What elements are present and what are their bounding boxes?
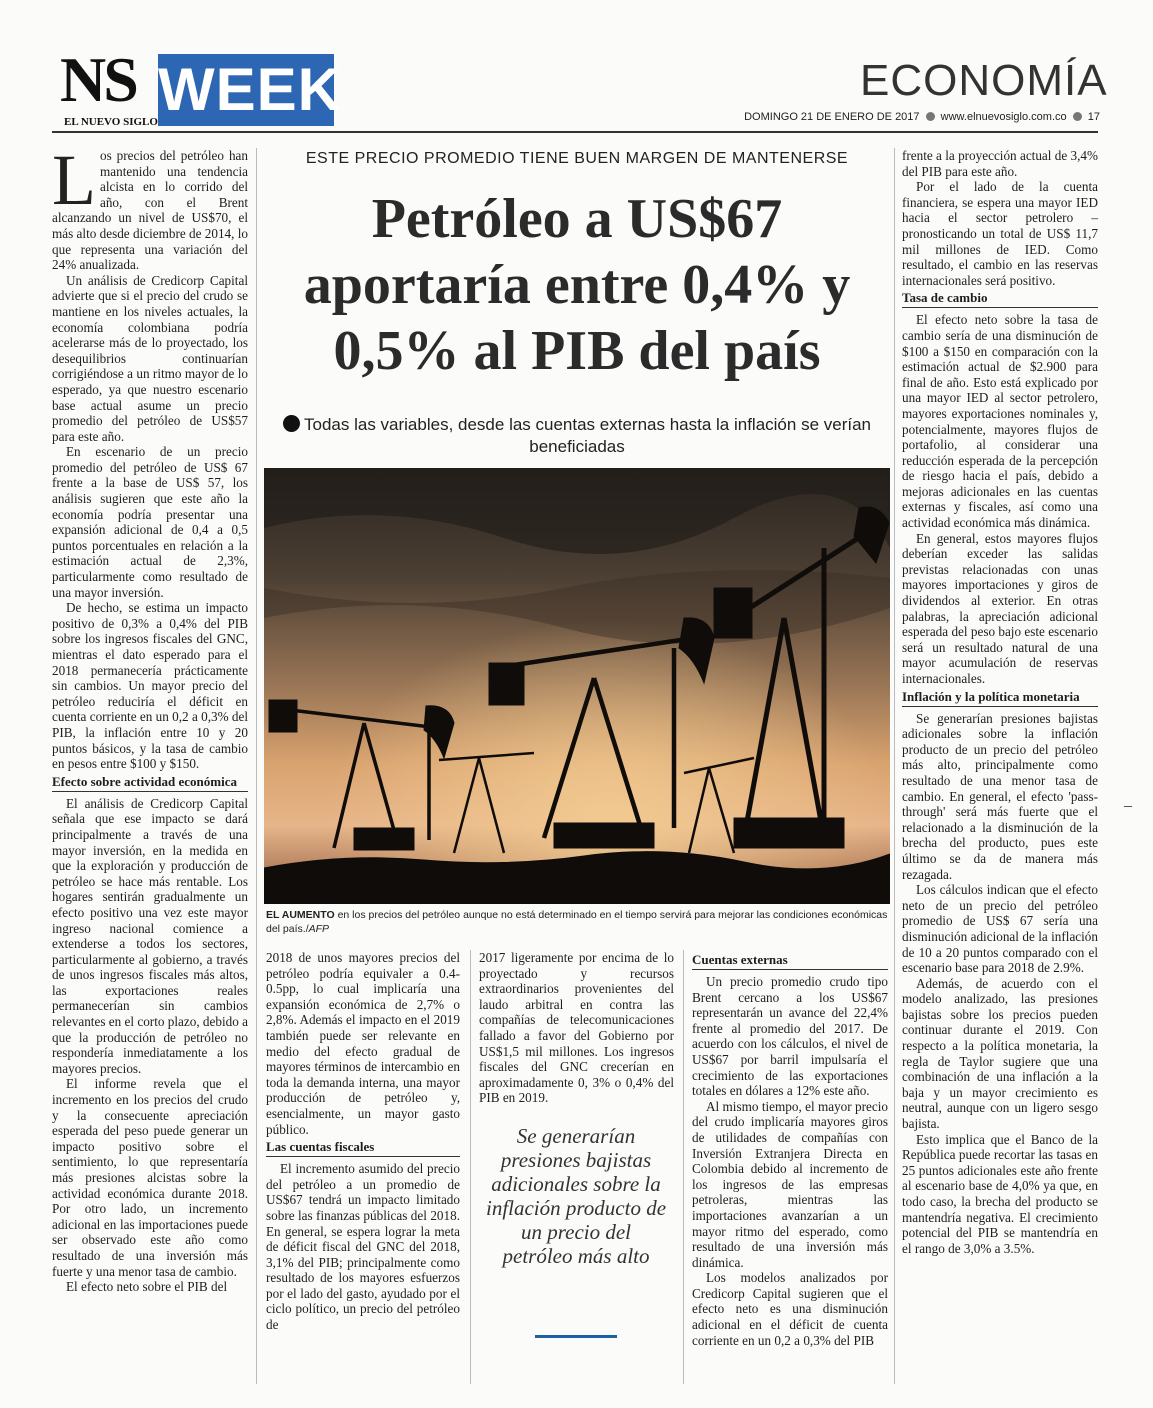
paragraph: Se generarían presiones bajistas adicionales sobre la inflación producto de un precio del petróleo más alto, principalmente como resultado de una menor tasa de cambio. En general, el efecto 'pass-through' será más fuerte que el relacionado a la disminución de la brecha del producto, pues este último se da de manera más rezagada. [902,710,1098,882]
bullet-dot-icon [926,112,935,121]
column-3 [479,950,674,1106]
column-5 [902,148,1098,1256]
website-link[interactable]: www.elnuevosiglo.com.co [940,111,1067,123]
paragraph: Esto implica que el Banco de la República puede recortar las tasas en 25 puntos adicionales este año frente al escenario base de 4,0% ya que, en todo caso, la brecha del producto se mantendría negativa. El crecimiento potencial del PIB se mantendría en el rango de 3,0% a 3.5%. [902,1131,1098,1256]
paragraph: Un análisis de Credicorp Capital advierte que si el precio del crudo se mantiene en los niveles actuales, la economía colombiana podría acelerarse más de lo proyectado, los desequilibrios continuarían corrigiéndose a un ritmo mayor de lo esperado, ya que nuestro escenario base actual asume un precio promedio del petróleo de US$57 para este año. [52,272,248,444]
pull-quote: Se generarían presiones bajistas adicionales sobre la inflación producto de un precio del petróleo más alto [485,1124,667,1268]
caption-body: en los precios del petróleo aunque no está determinado en el tiempo servirá para mejorar las condiciones económicas del país./ [266,909,888,935]
paragraph: En escenario de un precio promedio del petróleo de US$ 67 frente a la base de US$ 57, los análisis sugieren que este año la economía podría presentar una expansión adicional de 0,4 a 0,5 puntos porcentuales en relación a la estimación actual de 2,3%, particularmente como resultado de una mayor inversión. [52,444,248,600]
paragraph: El efecto neto sobre la tasa de cambio sería de una disminución de $100 a $150 en comparación con la estimación actual de $2.900 para final de año. Esto está explicado por una mayor IED al sector petrolero, mayores exportaciones nominales y, potencialmente, mayores flujos de portafolio, al considerar una reducción esperada de la percepción de riesgo hacia el país, debido a mejoras adicionales en las cuentas externas y fiscales, así como una actividad económica más dinámica. [902,312,1098,531]
drop-cap: L [52,140,96,220]
subheading: Las cuentas fiscales [266,1139,460,1157]
deck [262,414,892,458]
issue-date: DOMINGO 21 DE ENERO DE 2017 [744,111,920,123]
caption-credit: AFP [308,923,330,935]
paragraph: El informe revela que el incremento en los precios del crudo y la consecuente apreciación esperada del peso puede generar un impacto positivo sobre el sentimiento, lo que representaría más presiones alcistas sobre la actividad económica durante 2018. Por otro lado, un incremento adicional en las importaciones puede ser observado este año como resultado de una inversión más fuerte y una menor tasa de cambio. [52,1076,248,1279]
column-divider [470,950,471,1384]
subheading: Efecto sobre actividad económica [52,774,248,792]
column-divider [894,148,895,1384]
bullet-icon [283,415,300,432]
deck-text: Todas las variables, desde las cuentas externas hasta la inflación se verían beneficiadas [304,415,871,456]
column-1 [52,140,248,1295]
kicker: ESTE PRECIO PROMEDIO TIENE BUEN MARGEN DE MANTENERSE [305,150,849,167]
paragraph: 2018 de unos mayores precios del petróleo podría equivaler a 0.4-0.5pp, lo cual implicaría una expansión económica de 2,7% o 2,8%. Además el impacto en el 2019 también puede ser relevante en medio del efecto gradual de mayores términos de intercambio en toda la demanda interna, una mayor producción de petróleo y, esencialmente, un mayor gasto público. [266,950,460,1137]
photo-caption [266,908,888,936]
column-2 [266,950,460,1333]
logo-ns-letters: NS [60,44,136,115]
paragraph: El análisis de Credicorp Capital señala que ese impacto se dará principalmente a través de una mayor inversión, en la medida en que la exploración y producción de petróleo se hace más rentable. Los hogares sentirán gradualmente un efecto positivo una vez este mayor ingreso nacional comience a extenderse a todos los sectores, particularmente al gobierno, a través de unos ingresos fiscales más altos, las exportaciones reales permanecerían sin cambios relevantes en el corto plazo, debido a que la producción de petróleo no respondería inmediatamente a los mayores precios. [52,795,248,1076]
week-badge: WEEK [158,54,334,126]
page-number: 17 [1087,111,1100,123]
paragraph: frente a la proyección actual de 3,4% del PIB para este año. [902,148,1098,179]
caption-lead: EL AUMENTO [266,909,335,921]
subheading: Tasa de cambio [902,290,1098,308]
column-4 [692,950,888,1348]
column-divider [256,148,257,1384]
paragraph: Los modelos analizados por Credicorp Capital sugieren que el efecto neto es una disminución adicional en el déficit de cuenta corriente en un 0,2 a 0,3% del PIB [692,1270,888,1348]
paragraph: Los cálculos indican que el efecto neto de un precio del petróleo promedio de US$ 67 sería una disminución adicional de la inflación de 10 a 20 puntos comparado con el escenario base para 2018 de 2.9%. [902,882,1098,976]
bullet-dot-icon [1073,112,1082,121]
paragraph: Por el lado de la cuenta financiera, se espera una mayor IED hacia el sector petrolero – pronosticando un total de US$ 11,7 mil millones de IED. Como resultado, el cambio en las reservas internacionales será positivo. [902,179,1098,288]
dateline [700,110,1100,124]
paragraph: Los precios del petróleo han mantenido una tendencia alcista en lo corrido del año, con el Brent alcanzando un nivel de US$70, el más alto desde diciembre de 2014, lo que representa una variación del 24% anualizada. [52,140,248,273]
paragraph: 2017 ligeramente por encima de lo proyectado y recursos extraordinarios provenientes del laudo arbitral en contra las compañías de telecomunicaciones fallado a favor del Gobierno por US$1,5 mil millones. Los ingresos fiscales del GNC crecerían en aproximadamente 0, 3% o 0,4% del PIB en 2019. [479,950,674,1106]
paragraph: Al mismo tiempo, el mayor precio del crudo implicaría mayores giros de utilidades de compañías con Inversión Extranjera Directa en Colombia debido al incremento de los ingresos de las empresas petroleras, mientras las importaciones avanzarían a un mayor ritmo del esperado, como resultado de una inversión más dinámica. [692,1098,888,1270]
paragraph: En general, estos mayores flujos deberían exceder las salidas previstas relacionadas con unas mayores importaciones y giros de dividendos al exterior. En otras palabras, la apreciación adicional esperada del peso bajo este escenario será un resultado natural de una mayor acumulación de reservas internacionales. [902,530,1098,686]
oil-pumpjacks-photo [264,468,890,904]
paragraph: El incremento asumido del precio del petróleo a un promedio de US$67 tendrá un impacto limitado sobre las finanzas públicas del 2018. En general, se espera lograr la meta de déficit fiscal del GNC del 2018, 3,1% del PIB; principalmente como resultado de los mayores esfuerzos por el lado del gasto, ayudado por el ciclo político, un precio del petróleo de [266,1161,460,1333]
subheading: Cuentas externas [692,952,888,970]
paragraph: De hecho, se estima un impacto positivo de 0,3% a 0,4% del PIB sobre los ingresos fiscales del GNC, mientras el dato esperado para el 2018 permanecería prácticamente sin cambios. Un mayor precio del petróleo reduciría el déficit en cuenta corriente en un 0,2 a 0,3% del PIB, la inflación entre 10 y 20 puntos básicos, y la tasa de cambio en pesos entre $100 y $150. [52,600,248,772]
masthead-rule [52,131,1098,133]
section-title: ECONOMÍA [860,56,1108,105]
paragraph: Además, de acuerdo con el modelo analizado, las presiones bajistas sobre los precios pueden continuar durante el 2019. Con respecto a la política monetaria, la regla de Taylor sugiere que una combinación de una inflación a la baja y un mayor crecimiento es neutral, aunque con un ligero sesgo bajista. [902,975,1098,1132]
logo-subtitle: EL NUEVO SIGLO [64,116,158,128]
paragraph: El efecto neto sobre el PIB del [66,1279,228,1295]
column-divider [683,950,684,1384]
margin-mark [1124,806,1132,807]
subheading: Inflación y la política monetaria [902,689,1098,707]
headline: Petróleo a US$67 aportaría entre 0,4% y 0,5% al PIB del país [303,188,851,382]
paragraph: Un precio promedio crudo tipo Brent cercano a los US$67 representarán un avance del 22,4% frente al promedio del 2017. De acuerdo con los cálculos, el nivel de US$67 por barril impulsaría el crecimiento de las exportaciones totales en dólares a 12% este año. [692,974,888,1099]
pull-quote-rule [535,1335,617,1338]
